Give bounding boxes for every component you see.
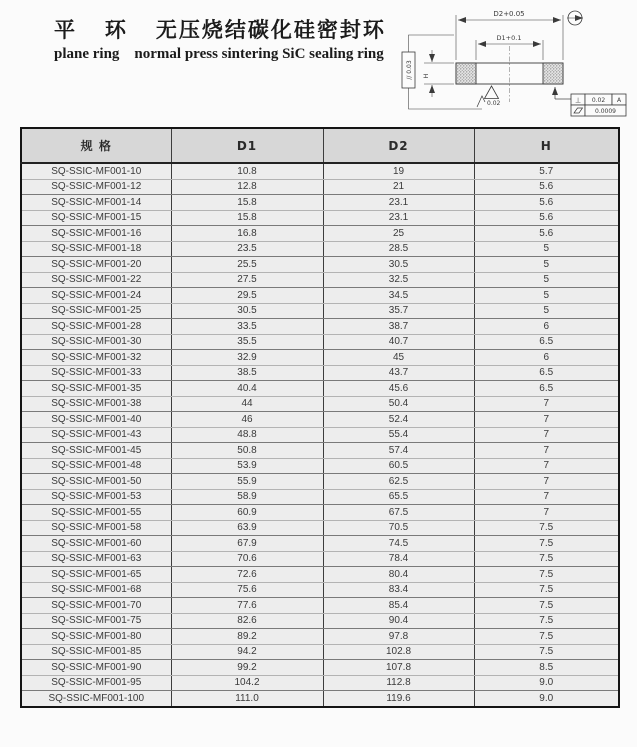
h-cell: 7 <box>474 427 619 443</box>
spec-cell: SQ-SSIC-MF001-65 <box>21 567 171 583</box>
spec-cell: SQ-SSIC-MF001-85 <box>21 644 171 660</box>
h-cell: 7.5 <box>474 644 619 660</box>
datum-triangle-icon <box>485 86 499 99</box>
page-title-english: plane ring normal press sintering SiC sealing ring <box>54 46 384 62</box>
spec-cell: SQ-SSIC-MF001-28 <box>21 319 171 335</box>
h-cell: 7.5 <box>474 520 619 536</box>
perpendicularity-datum: A <box>616 97 622 104</box>
d1-cell: 63.9 <box>171 520 323 536</box>
spec-cell: SQ-SSIC-MF001-32 <box>21 350 171 366</box>
sic-material-hatch-right <box>543 63 563 84</box>
d1-cell: 44 <box>171 396 323 412</box>
spec-table <box>20 127 620 708</box>
table-row <box>21 365 619 381</box>
h-cell: 7 <box>474 505 619 521</box>
d2-cell: 90.4 <box>323 613 474 629</box>
flatness-value: 0.0009 <box>595 108 616 115</box>
d2-cell: 34.5 <box>323 288 474 304</box>
table-row <box>21 288 619 304</box>
table-row <box>21 675 619 691</box>
table-row <box>21 350 619 366</box>
table-row <box>21 629 619 645</box>
h-cell: 9.0 <box>474 675 619 691</box>
h-cell: 7 <box>474 412 619 428</box>
roughness-check-icon <box>477 96 485 107</box>
d2-cell: 55.4 <box>323 427 474 443</box>
spec-cell: SQ-SSIC-MF001-45 <box>21 443 171 459</box>
spec-cell: SQ-SSIC-MF001-50 <box>21 474 171 490</box>
d1-cell: 70.6 <box>171 551 323 567</box>
spec-cell: SQ-SSIC-MF001-12 <box>21 179 171 195</box>
ring-cross-section-drawing <box>388 2 636 124</box>
perpendicularity-value: 0.02 <box>591 97 606 104</box>
d1-cell: 77.6 <box>171 598 323 614</box>
d2-cell: 83.4 <box>323 582 474 598</box>
h-cell: 5 <box>474 257 619 273</box>
spec-cell: SQ-SSIC-MF001-22 <box>21 272 171 288</box>
d2-cell: 102.8 <box>323 644 474 660</box>
h-cell: 7.5 <box>474 598 619 614</box>
spec-cell: SQ-SSIC-MF001-18 <box>21 241 171 257</box>
d2-cell: 23.1 <box>323 195 474 211</box>
h-cell: 7.5 <box>474 551 619 567</box>
d2-cell: 23.1 <box>323 210 474 226</box>
d1-cell: 82.6 <box>171 613 323 629</box>
d1-cell: 104.2 <box>171 675 323 691</box>
d1-cell: 46 <box>171 412 323 428</box>
d2-cell: 35.7 <box>323 303 474 319</box>
roughness-value: 0.02 <box>487 100 501 107</box>
d1-cell: 94.2 <box>171 644 323 660</box>
d2-cell: 67.5 <box>323 505 474 521</box>
d1-cell: 50.8 <box>171 443 323 459</box>
col-header-d1: D1 <box>171 128 323 163</box>
h-cell: 6.5 <box>474 365 619 381</box>
d2-cell: 32.5 <box>323 272 474 288</box>
table-row <box>21 163 619 179</box>
spec-cell: SQ-SSIC-MF001-33 <box>21 365 171 381</box>
h-dimension-label: H <box>422 73 430 79</box>
d2-cell: 70.5 <box>323 520 474 536</box>
d1-cell: 35.5 <box>171 334 323 350</box>
d2-cell: 119.6 <box>323 691 474 707</box>
d2-cell: 50.4 <box>323 396 474 412</box>
table-row <box>21 210 619 226</box>
d2-cell: 43.7 <box>323 365 474 381</box>
table-row <box>21 458 619 474</box>
d1-cell: 27.5 <box>171 272 323 288</box>
spec-cell: SQ-SSIC-MF001-90 <box>21 660 171 676</box>
spec-cell: SQ-SSIC-MF001-95 <box>21 675 171 691</box>
table-row <box>21 241 619 257</box>
spec-cell: SQ-SSIC-MF001-38 <box>21 396 171 412</box>
spec-cell: SQ-SSIC-MF001-68 <box>21 582 171 598</box>
h-cell: 5.6 <box>474 195 619 211</box>
h-cell: 6.5 <box>474 381 619 397</box>
d1-cell: 32.9 <box>171 350 323 366</box>
d1-cell: 48.8 <box>171 427 323 443</box>
table-row <box>21 334 619 350</box>
table-row <box>21 179 619 195</box>
spec-cell: SQ-SSIC-MF001-16 <box>21 226 171 242</box>
h-cell: 6.5 <box>474 334 619 350</box>
d1-cell: 29.5 <box>171 288 323 304</box>
h-dimension <box>424 50 454 97</box>
d1-cell: 16.8 <box>171 226 323 242</box>
table-row <box>21 272 619 288</box>
table-row <box>21 489 619 505</box>
tolerance-leader <box>555 87 571 99</box>
table-header-row <box>21 128 619 163</box>
d2-cell: 74.5 <box>323 536 474 552</box>
h-cell: 7 <box>474 489 619 505</box>
h-cell: 7.5 <box>474 567 619 583</box>
d2-dimension-label: D2+0.05 <box>493 10 525 18</box>
d2-cell: 78.4 <box>323 551 474 567</box>
page-title-chinese: 平 环 无压烧结碳化硅密封环 <box>54 18 386 42</box>
spec-cell: SQ-SSIC-MF001-63 <box>21 551 171 567</box>
d1-cell: 55.9 <box>171 474 323 490</box>
table-row <box>21 551 619 567</box>
perpendicularity-frame <box>571 94 626 105</box>
table-row <box>21 505 619 521</box>
d1-cell: 111.0 <box>171 691 323 707</box>
d1-cell: 12.8 <box>171 179 323 195</box>
d2-cell: 25 <box>323 226 474 242</box>
d2-cell: 57.4 <box>323 443 474 459</box>
d2-cell: 28.5 <box>323 241 474 257</box>
d2-cell: 85.4 <box>323 598 474 614</box>
spec-cell: SQ-SSIC-MF001-80 <box>21 629 171 645</box>
projection-symbol-icon <box>567 11 583 25</box>
table-row <box>21 474 619 490</box>
table-row <box>21 412 619 428</box>
d1-cell: 72.6 <box>171 567 323 583</box>
table-row <box>21 396 619 412</box>
table-row <box>21 582 619 598</box>
d1-cell: 53.9 <box>171 458 323 474</box>
technical-drawing <box>388 2 636 124</box>
table-row <box>21 536 619 552</box>
spec-cell: SQ-SSIC-MF001-15 <box>21 210 171 226</box>
table-row <box>21 660 619 676</box>
table-row <box>21 443 619 459</box>
h-cell: 8.5 <box>474 660 619 676</box>
table-row <box>21 319 619 335</box>
h-cell: 5.6 <box>474 179 619 195</box>
table-row <box>21 567 619 583</box>
d1-cell: 67.9 <box>171 536 323 552</box>
surface-roughness-symbol <box>477 96 501 107</box>
table-row <box>21 195 619 211</box>
d1-dimension-label: D1+0.1 <box>496 34 522 42</box>
h-cell: 5 <box>474 241 619 257</box>
d2-cell: 65.5 <box>323 489 474 505</box>
d2-cell: 107.8 <box>323 660 474 676</box>
table-row <box>21 520 619 536</box>
d2-cell: 21 <box>323 179 474 195</box>
d2-cell: 45.6 <box>323 381 474 397</box>
parallelism-label: // 0.03 <box>406 60 413 80</box>
d2-cell: 60.5 <box>323 458 474 474</box>
d2-cell: 45 <box>323 350 474 366</box>
d1-cell: 99.2 <box>171 660 323 676</box>
spec-cell: SQ-SSIC-MF001-55 <box>21 505 171 521</box>
table-row <box>21 381 619 397</box>
table-row <box>21 303 619 319</box>
d1-cell: 15.8 <box>171 210 323 226</box>
table-row <box>21 691 619 707</box>
d1-cell: 25.5 <box>171 257 323 273</box>
d1-cell: 58.9 <box>171 489 323 505</box>
spec-cell: SQ-SSIC-MF001-100 <box>48 692 145 704</box>
d1-cell: 40.4 <box>171 381 323 397</box>
h-cell: 5 <box>474 288 619 304</box>
h-cell: 5 <box>474 272 619 288</box>
table-row <box>21 257 619 273</box>
spec-cell: SQ-SSIC-MF001-30 <box>21 334 171 350</box>
d1-cell: 60.9 <box>171 505 323 521</box>
flatness-frame <box>571 105 626 116</box>
d2-cell: 112.8 <box>323 675 474 691</box>
d2-cell: 40.7 <box>323 334 474 350</box>
perpendicularity-icon: ⊥ <box>574 96 582 105</box>
d1-cell: 38.5 <box>171 365 323 381</box>
h-cell: 7.5 <box>474 613 619 629</box>
spec-cell: SQ-SSIC-MF001-70 <box>21 598 171 614</box>
spec-cell: SQ-SSIC-MF001-75 <box>21 613 171 629</box>
h-cell: 9.0 <box>474 691 619 707</box>
table-row <box>21 644 619 660</box>
table-row <box>21 613 619 629</box>
d2-cell: 80.4 <box>323 567 474 583</box>
d2-cell: 52.4 <box>323 412 474 428</box>
spec-cell: SQ-SSIC-MF001-35 <box>21 381 171 397</box>
d1-cell: 75.6 <box>171 582 323 598</box>
h-cell: 6 <box>474 319 619 335</box>
h-cell: 5.6 <box>474 210 619 226</box>
h-cell: 7 <box>474 396 619 412</box>
sic-material-hatch-left <box>456 63 476 84</box>
d1-cell: 23.5 <box>171 241 323 257</box>
d1-cell: 10.8 <box>171 163 323 179</box>
spec-cell: SQ-SSIC-MF001-53 <box>21 489 171 505</box>
d2-cell: 38.7 <box>323 319 474 335</box>
spec-cell: SQ-SSIC-MF001-25 <box>21 303 171 319</box>
h-cell: 5.7 <box>474 163 619 179</box>
col-header-d2: D2 <box>323 128 474 163</box>
spec-cell: SQ-SSIC-MF001-58 <box>21 520 171 536</box>
h-cell: 7 <box>474 458 619 474</box>
h-cell: 6 <box>474 350 619 366</box>
spec-cell: SQ-SSIC-MF001-48 <box>21 458 171 474</box>
spec-cell: SQ-SSIC-MF001-24 <box>21 288 171 304</box>
h-cell: 7.5 <box>474 629 619 645</box>
spec-cell: SQ-SSIC-MF001-43 <box>21 427 171 443</box>
col-header-h: H <box>474 128 619 163</box>
d2-cell: 30.5 <box>323 257 474 273</box>
d1-cell: 89.2 <box>171 629 323 645</box>
d1-cell: 30.5 <box>171 303 323 319</box>
table-row <box>21 226 619 242</box>
d2-cell: 62.5 <box>323 474 474 490</box>
d2-cell: 19 <box>323 163 474 179</box>
d2-cell: 97.8 <box>323 629 474 645</box>
spec-cell: SQ-SSIC-MF001-20 <box>21 257 171 273</box>
h-cell: 5 <box>474 303 619 319</box>
spec-cell: SQ-SSIC-MF001-40 <box>21 412 171 428</box>
h-cell: 7.5 <box>474 582 619 598</box>
spec-cell: SQ-SSIC-MF001-60 <box>21 536 171 552</box>
d1-cell: 15.8 <box>171 195 323 211</box>
h-cell: 5.6 <box>474 226 619 242</box>
h-cell: 7 <box>474 443 619 459</box>
h-cell: 7 <box>474 474 619 490</box>
d1-cell: 33.5 <box>171 319 323 335</box>
spec-cell: SQ-SSIC-MF001-10 <box>21 163 171 179</box>
table-row <box>21 427 619 443</box>
col-header-spec: 规 格 <box>21 128 171 163</box>
h-cell: 7.5 <box>474 536 619 552</box>
spec-cell: SQ-SSIC-MF001-14 <box>21 195 171 211</box>
table-row <box>21 598 619 614</box>
